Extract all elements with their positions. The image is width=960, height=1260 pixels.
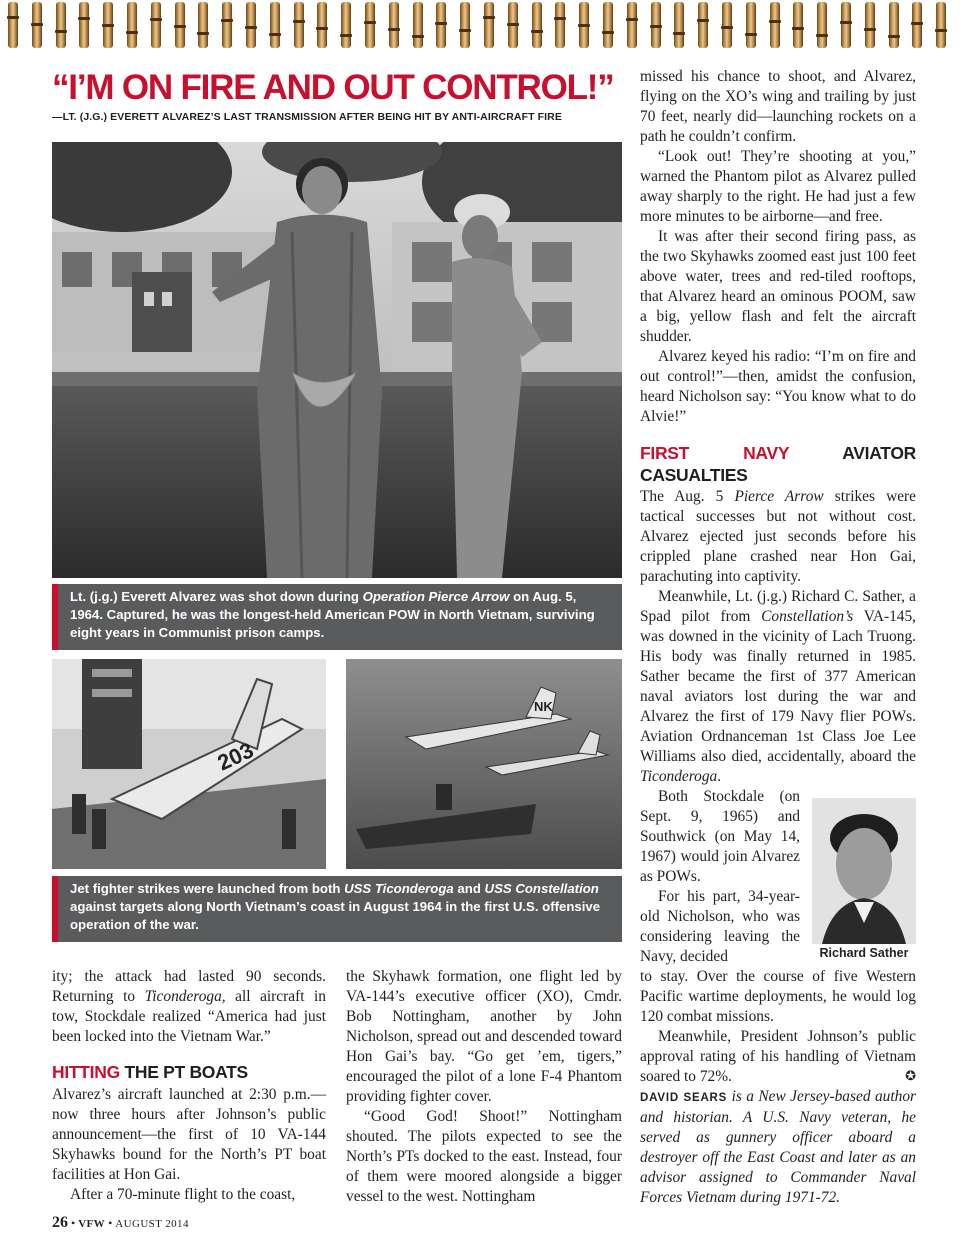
photo2-caption [52,876,622,942]
bamboo-stick [365,2,375,48]
bamboo-stick [936,2,946,48]
paragraph: Both Stockdale (on Sept. 9, 1965) and Southwick (on May 14, 1967) would join Alvarez as POWs. [640,788,800,885]
bamboo-node [483,16,495,19]
bamboo-node [554,17,566,20]
bamboo-node [78,17,90,20]
portrait-caption: Richard Sather [819,946,909,960]
bamboo-stick [532,2,542,48]
bamboo-node [102,24,114,27]
bamboo-stick [912,2,922,48]
bamboo-node [578,24,590,27]
article-column-2 [346,967,622,1207]
caption-text: Lt. (j.g.) Everett Alvarez was shot down during [70,589,363,604]
sather-portrait [812,798,916,944]
magazine-name: VFW [78,1218,106,1230]
bamboo-stick [175,2,185,48]
bamboo-node [673,32,685,35]
section-heading-casualties: FIRST NAVY AVIATOR CASUALTIES [640,443,917,485]
bamboo-node [340,34,352,37]
bamboo-node [435,22,447,25]
tail-marking: NK [534,699,553,714]
paragraph: After a 70-minute flight to the coast, [70,1186,296,1203]
caption-text: and [453,881,485,896]
bamboo-node [935,29,947,32]
paragraph: to stay. Over the course of five Western Pacific wartime deployments, he would log 120 combat missions. [640,968,916,1025]
article-column-3-narrow [640,787,800,967]
paragraph: missed his chance to shoot, and Alvarez, flying on the XO’s wing and trailing by just 70 feet, nearly did—launching rockets on a path he couldn’t confirm. [640,68,916,145]
bamboo-node [626,18,638,21]
bamboo-node [412,35,424,38]
bamboo-stick [103,2,113,48]
bamboo-node [864,28,876,31]
bamboo-stick [198,2,208,48]
paragraph: The Aug. 5 Pierce Arrow strikes were tactical successes but not without cost. Alvarez ejected just seconds before his crippled plane crashed near Hon Gai, parachuting into captivity. [640,488,917,585]
bamboo-stick [698,2,708,48]
bamboo-stick [294,2,304,48]
caption-italic: USS Ticonderoga [344,881,454,896]
bamboo-stick [841,2,851,48]
paragraph: Alvarez’s aircraft launched at 2:30 p.m.—now three hours after Johnson’s public announcement—the first of 10 VA-144 Skyhawks bound for the North’s PT boat facilities at Hon Gai. [52,1086,326,1183]
article-column-3-lower [640,967,916,1208]
bamboo-node [245,26,257,29]
article-column-3 [640,67,916,787]
page-number: 26 [52,1214,68,1231]
bamboo-node [459,29,471,32]
bamboo-stick [770,2,780,48]
bamboo-node [531,30,543,33]
bamboo-stick [317,2,327,48]
bamboo-stick [127,2,137,48]
bamboo-node [293,20,305,23]
caption-italic: Operation Pierce Arrow [362,589,510,604]
bamboo-stick [793,2,803,48]
paragraph: Alvarez keyed his radio: “I’m on fire and out control!”—then, amidst the confusion, heard Nicholson say: “You know what to do Alvie!” [640,348,916,425]
bamboo-node [126,31,138,34]
alvarez-photo [52,142,622,578]
bamboo-stick [817,2,827,48]
bamboo-node [269,33,281,36]
bamboo-node [388,28,400,31]
bamboo-node [792,27,804,30]
bamboo-stick [79,2,89,48]
caption-text: against targets along North Vietnam’s coast in August 1964 in the first U.S. offensive operation of the war. [70,899,601,932]
bamboo-node [31,23,43,26]
bamboo-node [650,25,662,28]
bamboo-node [816,34,828,37]
bamboo-stick [341,2,351,48]
bamboo-stick [222,2,232,48]
bamboo-stick [484,2,494,48]
caption-text: on Aug. 5, 1964. Captured, he was the longest-held American POW in North Vietnam, surviving eight years in Communist prison camps. [70,589,595,640]
bamboo-stick [8,2,18,48]
bamboo-node [221,19,233,22]
paragraph: the Skyhawk formation, one flight led by VA-144’s executive officer (XO), Cmdr. Bob Nottingham, another by John Nicholson, spread out and descended toward Hon Gai’s bay. “Go get ’em, tigers,” encouraged the pilot of a lone F-4 Phantom providing fighter cover. [346,968,622,1105]
bamboo-stick [627,2,637,48]
bamboo-stick [865,2,875,48]
paragraph: “Good God! Shoot!” Nottingham shouted. The pilots expected to see the North’s PTs docked to the east. Instead, four of them were moored alongside a bigger vessel to the west. Nottingham [346,1108,622,1205]
bamboo-node [364,21,376,24]
bamboo-node [911,22,923,25]
bamboo-stick [151,2,161,48]
bamboo-stick [674,2,684,48]
paragraph: For his part, 34-year-old Nicholson, who was considering leaving the Navy, decided [640,888,800,965]
page-footer: 26 • VFW • AUGUST 2014 [52,1214,189,1231]
bamboo-stick [32,2,42,48]
bamboo-stick [579,2,589,48]
bamboo-stick [555,2,565,48]
caption-text: Jet fighter strikes were launched from both [70,881,345,896]
bamboo-node [769,20,781,23]
bamboo-node [507,23,519,26]
bamboo-node [697,19,709,22]
issue-date: AUGUST 2014 [115,1218,189,1230]
paragraph: ity; the attack had lasted 90 seconds. Returning to Ticonderoga, all aircraft in tow, Stockdale realized “America had just been locked into the Vietnam War.” [52,968,326,1045]
paragraph: “Look out! They’re shooting at you,” warned the Phantom pilot as Alvarez pulled away sharply to the right. He had just a few more minutes to be airborne—and free. [640,148,916,225]
bamboo-stick [603,2,613,48]
bamboo-stick [722,2,732,48]
bamboo-stick [651,2,661,48]
headline: “I’M ON FIRE AND OUT CONTROL!” [52,68,614,107]
bamboo-stick [436,2,446,48]
bamboo-node [721,26,733,29]
bamboo-node [888,35,900,38]
bamboo-node [55,30,67,33]
bamboo-node [840,21,852,24]
subhead: —LT. (J.G.) EVERETT ALVAREZ’S LAST TRANSMISSION AFTER BEING HIT BY ANTI-AIRCRAFT FIRE [52,111,562,123]
bamboo-stick [56,2,66,48]
bamboo-node [602,31,614,34]
bamboo-node [745,33,757,36]
bamboo-node [197,32,209,35]
author-bio: DAVID SEARS is a New Jersey-based author and historian. A U.S. Navy veteran, he served as gunnery officer aboard a destroyer off the East Coast and later as an advisor assigned to Commander Naval Forces Vietnam during 1971-72. [640,1088,916,1206]
bamboo-stick [460,2,470,48]
paragraph: Meanwhile, Lt. (j.g.) Richard C. Sather, a Spad pilot from Constellation’s VA-145, was downed in the vicinity of Lach Truong. His body was finally returned in 1985. Sather became the first of 377 American naval aviators lost during the war and Alvarez the first of 179 Navy flier POWs. Aviation Ordnanceman 1st Class Joe Lee Williams also died, accidentally, aboard the Ticonderoga. [640,588,917,785]
bamboo-node [174,25,186,28]
photo1-caption [52,584,622,650]
bamboo-stick [746,2,756,48]
paragraph: It was after their second firing pass, as the two Skyhawks zoomed east just 100 feet above water, trees and red-tiled rooftops, that Alvarez heard an ominous POOM, saw a big, yellow flash and felt the aircraft shudder. [640,228,916,345]
bamboo-border [0,0,960,52]
caption-italic: USS Constellation [484,881,599,896]
bamboo-node [150,18,162,21]
end-mark-icon: ✪ [905,1069,916,1084]
bamboo-stick [508,2,518,48]
bamboo-node [316,27,328,30]
section-heading-pt-boats: HITTING THE PT BOATS [52,1062,248,1082]
bamboo-stick [389,2,399,48]
bamboo-stick [889,2,899,48]
skyhawks-photo [346,659,622,869]
bamboo-node [7,16,19,19]
bamboo-stick [270,2,280,48]
carrier-deck-photo [52,659,326,869]
paragraph: Meanwhile, President Johnson’s public approval rating of his handling of Vietnam soared to 72%. ✪ [640,1028,916,1085]
jet-number: 203 [213,737,258,776]
article-column-1 [52,967,326,1205]
bamboo-stick [246,2,256,48]
bamboo-stick [413,2,423,48]
